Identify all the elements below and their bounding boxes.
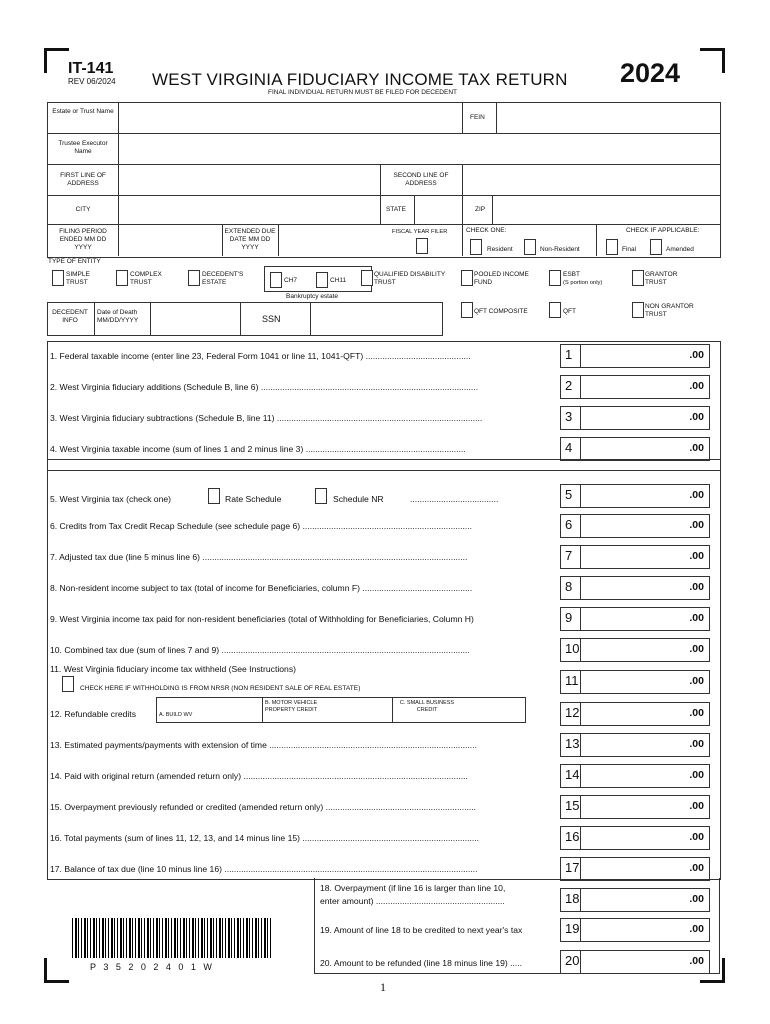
line-16-text: 16. Total payments (sum of lines 11, 12, 13, and 14 minus line 15) ..........................................................................	[50, 833, 480, 843]
line-4-number: 4	[565, 440, 573, 455]
line-6-amount[interactable]: .00	[580, 514, 710, 538]
qft-composite-checkbox[interactable]	[461, 302, 473, 318]
esbt-sub-label: (S portion only)	[563, 280, 603, 286]
decedents-estate-label: DECEDENT'S ESTATE	[202, 271, 244, 286]
complex-trust-label: COMPLEX TRUST	[130, 271, 162, 286]
line-12-text: 12. Refundable credits	[50, 709, 136, 719]
small-business-field[interactable]	[462, 698, 523, 721]
line-17-text: 17. Balance of tax due (line 10 minus line 16) ..........................................................................................................	[50, 864, 478, 874]
qualified-disability-label: QUALIFIED DISABILITY TRUST	[374, 271, 446, 286]
line-6-number: 6	[565, 517, 573, 532]
bankruptcy-label: Bankruptcy estate	[286, 293, 339, 300]
pooled-income-label: POOLED INCOME FUND	[474, 271, 529, 286]
fiscal-year-checkbox[interactable]	[416, 238, 428, 254]
small-business-label: C. SMALL BUSINESS CREDIT	[399, 700, 455, 713]
second-address-field[interactable]	[463, 165, 719, 194]
line-7-number: 7	[565, 548, 573, 563]
nonresident-label: Non-Resident	[540, 246, 580, 253]
non-grantor-label: NON GRANTOR TRUST	[645, 303, 694, 318]
estate-name-label: Estate or Trust Name	[52, 108, 114, 115]
check-if-label: CHECK IF APPLICABLE:	[626, 227, 700, 234]
line-3-amount[interactable]: .00	[580, 406, 710, 430]
line-5-text: 5. West Virginia tax (check one)	[50, 494, 172, 504]
line-2-text: 2. West Virginia fiduciary additions (Schedule B, line 6) ...........................................................................................	[50, 382, 479, 392]
esbt-checkbox[interactable]	[549, 270, 561, 286]
non-grantor-checkbox[interactable]	[632, 302, 644, 318]
ch7-checkbox[interactable]	[270, 272, 282, 288]
ch7-label: CH7	[284, 277, 298, 284]
ch11-label: CH11	[330, 277, 347, 284]
line-3-text: 3. West Virginia fiduciary subtractions (Schedule B, line 11) ......................................................................................	[50, 413, 483, 423]
line-7-text: 7. Adjusted tax due (line 5 minus line 6) ...............................................................................................................	[50, 552, 468, 562]
barcode-text: P 3 5 2 0 2 4 0 1 W	[90, 962, 212, 972]
line-11-amount[interactable]: .00	[580, 670, 710, 694]
schedule-nr-label: Schedule NR	[333, 494, 384, 504]
line-18-amount[interactable]: .00	[580, 888, 710, 912]
date-of-death-label: Date of Death MM/DD/YYYY	[97, 309, 139, 324]
barcode-image	[72, 918, 272, 958]
line-1-text: 1. Federal taxable income (enter line 23, Federal Form 1041 or line 11, 1041-QFT) ............................................	[50, 351, 471, 361]
ch11-checkbox[interactable]	[316, 272, 328, 288]
line-10-number: 10	[565, 641, 580, 656]
city-label: CITY	[75, 206, 91, 213]
line-20-amount[interactable]: .00	[580, 950, 710, 974]
line-9-number: 9	[565, 610, 573, 625]
corner-mark-tr	[700, 48, 725, 73]
build-wv-field[interactable]	[200, 698, 261, 721]
city-field[interactable]	[119, 196, 379, 223]
line-20-number: 20	[565, 953, 580, 968]
line-4-text: 4. West Virginia taxable income (sum of lines 1 and 2 minus line 3) ...................................................................	[50, 444, 466, 454]
qft-checkbox[interactable]	[549, 302, 561, 318]
line-9-text: 9. West Virginia income tax paid for non-resident beneficiaries (total of Withholding for Beneficiaries, Column H)	[50, 614, 474, 624]
line-15-text: 15. Overpayment previously refunded or credited (amended return only) ...............................................................	[50, 802, 477, 812]
line-14-text: 14. Paid with original return (amended return only) ..............................................................................................	[50, 771, 468, 781]
line-3-number: 3	[565, 409, 573, 424]
line-8-amount[interactable]: .00	[580, 576, 710, 600]
line-8-text: 8. Non-resident income subject to tax (total of income for Beneficiaries, column F) ..............................................	[50, 583, 473, 593]
state-label: STATE	[386, 206, 406, 213]
decedents-estate-checkbox[interactable]	[188, 270, 200, 286]
motor-vehicle-field[interactable]	[333, 698, 391, 721]
qft-label: QFT	[563, 308, 576, 315]
rev-date: REV 06/2024	[68, 77, 116, 86]
amended-label: Amended	[666, 246, 694, 253]
line-9-amount[interactable]: .00	[580, 607, 710, 631]
estate-name-field[interactable]	[119, 103, 461, 132]
complex-trust-checkbox[interactable]	[116, 270, 128, 286]
final-label: Final	[622, 246, 637, 253]
nrsr-checkbox[interactable]	[62, 676, 74, 692]
line-12-number: 12	[565, 705, 580, 720]
nrsr-label: CHECK HERE IF WITHHOLDING IS FROM NRSR (NON RESIDENT SALE OF REAL ESTATE)	[80, 685, 361, 692]
first-address-field[interactable]	[119, 165, 379, 194]
check-one-label: CHECK ONE:	[466, 227, 507, 234]
line-14-number: 14	[565, 767, 580, 782]
extended-label: EXTENDED DUE DATE MM DD YYYY	[224, 228, 276, 251]
line-16-number: 16	[565, 829, 580, 844]
trustee-field[interactable]	[119, 134, 719, 163]
line-1-amount[interactable]: .00	[580, 344, 710, 368]
grantor-trust-label: GRANTOR TRUST	[645, 271, 678, 286]
second-address-label: SECOND LINE OF ADDRESS	[393, 172, 449, 187]
line-17-amount[interactable]: .00	[580, 857, 710, 881]
esbt-label: ESBT	[563, 271, 580, 278]
pooled-income-checkbox[interactable]	[461, 270, 473, 286]
line-20-text: 20. Amount to be refunded (line 18 minus line 19) .....	[320, 958, 523, 968]
line-16-amount[interactable]: .00	[580, 826, 710, 850]
line-1-number: 1	[565, 347, 573, 362]
form-id: IT-141	[68, 60, 114, 77]
fiscal-label: FISCAL YEAR FILER	[392, 229, 448, 235]
date-of-death-field[interactable]	[151, 303, 239, 334]
line-12-amount[interactable]: .00	[580, 702, 710, 726]
line-6-text: 6. Credits from Tax Credit Recap Schedule (see schedule page 6) .......................................................................	[50, 521, 473, 531]
line-11-number: 11	[565, 673, 579, 688]
line-13-amount[interactable]: .00	[580, 733, 710, 757]
type-of-entity-label: TYPE OF ENTITY	[48, 258, 101, 265]
line-18-text-2: enter amount) ......................................................	[320, 896, 505, 906]
line-19-amount[interactable]: .00	[580, 918, 710, 942]
corner-mark-bl	[44, 958, 69, 983]
simple-trust-checkbox[interactable]	[52, 270, 64, 286]
line-10-amount[interactable]: .00	[580, 638, 710, 662]
motor-vehicle-label: B. MOTOR VEHICLE PROPERTY CREDIT	[265, 700, 318, 713]
decedent-info-label: DECEDENT INFO	[52, 309, 88, 324]
line-11-text: 11. West Virginia fiduciary income tax withheld (See Instructions)	[50, 664, 296, 674]
line-7-amount[interactable]: .00	[580, 545, 710, 569]
qft-composite-label: QFT COMPOSITE	[474, 308, 528, 315]
tax-year: 2024	[620, 58, 681, 88]
line-18-text: 18. Overpayment (if line 16 is larger than line 10,	[320, 883, 506, 893]
nonresident-checkbox[interactable]	[524, 239, 536, 255]
rate-schedule-checkbox[interactable]	[208, 488, 220, 504]
line-13-number: 13	[565, 736, 580, 751]
rate-schedule-label: Rate Schedule	[225, 494, 282, 504]
line-5-amount[interactable]: .00	[580, 484, 710, 508]
corner-mark-tl	[44, 48, 69, 73]
line-15-number: 15	[565, 798, 580, 813]
resident-checkbox[interactable]	[470, 239, 482, 255]
line-8-number: 8	[565, 579, 573, 594]
trustee-label: Trustee Executor Name	[58, 140, 108, 155]
line-2-amount[interactable]: .00	[580, 375, 710, 399]
line-2-number: 2	[565, 378, 573, 393]
zip-label: ZIP	[475, 206, 486, 213]
resident-label: Resident	[487, 246, 513, 253]
page-number: 1	[380, 980, 386, 994]
first-address-label: FIRST LINE OF ADDRESS	[60, 172, 106, 187]
final-checkbox[interactable]	[606, 239, 618, 255]
qualified-disability-checkbox[interactable]	[361, 270, 373, 286]
line-4-amount[interactable]: .00	[580, 437, 710, 461]
line-15-amount[interactable]: .00	[580, 795, 710, 819]
line-19-text: 19. Amount of line 18 to be credited to next year's tax	[320, 925, 523, 935]
line-19-number: 19	[565, 921, 580, 936]
line-13-text: 13. Estimated payments/payments with extension of time .......................................................................................	[50, 740, 477, 750]
line-10-text: 10. Combined tax due (sum of lines 7 and 9) ........................................................................................................	[50, 645, 470, 655]
ssn-field[interactable]	[311, 303, 440, 334]
schedule-nr-checkbox[interactable]	[315, 488, 327, 504]
zip-field[interactable]	[493, 196, 719, 223]
line-17-number: 17	[565, 860, 580, 875]
grantor-trust-checkbox[interactable]	[632, 270, 644, 286]
form-title: WEST VIRGINIA FIDUCIARY INCOME TAX RETURN	[152, 70, 568, 89]
amended-checkbox[interactable]	[650, 239, 662, 255]
line-14-amount[interactable]: .00	[580, 764, 710, 788]
filing-period-label: FILING PERIOD ENDED MM DD YYYY	[59, 228, 107, 251]
fein-label: FEIN	[470, 114, 485, 121]
line-18-number: 18	[565, 891, 580, 906]
ssn-label: SSN	[262, 314, 281, 324]
line-5-number: 5	[565, 487, 573, 502]
fein-field[interactable]	[497, 103, 719, 132]
build-wv-label: A. BUILD WV	[159, 712, 193, 718]
simple-trust-label: SIMPLE TRUST	[66, 271, 90, 286]
form-subtitle: FINAL INDIVIDUAL RETURN MUST BE FILED FOR DECEDENT	[268, 89, 458, 96]
